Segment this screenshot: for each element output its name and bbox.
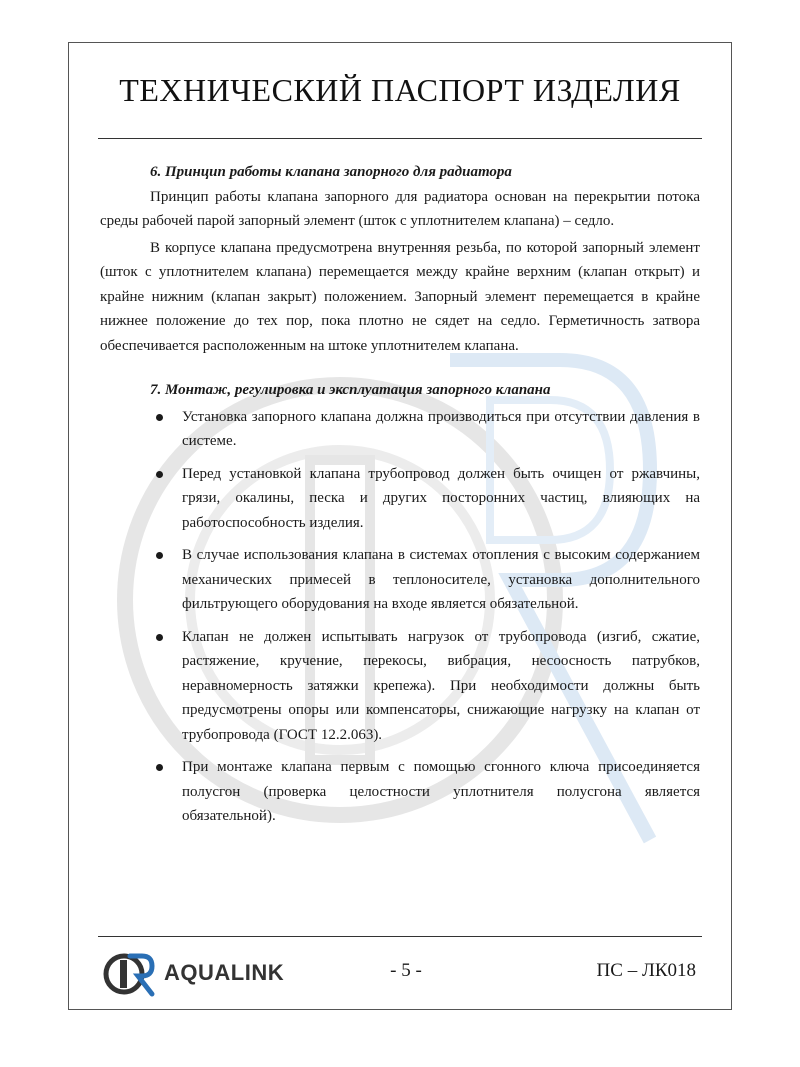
page-title: ТЕХНИЧЕСКИЙ ПАСПОРТ ИЗДЕЛИЯ [119,72,681,108]
list-item [100,625,700,748]
section-7-list [100,405,700,829]
logo-text: AQUALINK [164,960,285,985]
page-number: - 5 - [390,960,422,981]
section-6-heading: 6. Принцип работы клапана запорного для радиатора [150,164,512,180]
document-id: ПС – ЛК018 [596,960,696,981]
section-7-heading: 7. Монтаж, регулировка и эксплуатация запорного клапана [150,382,551,398]
header-divider [98,138,702,139]
section-6-paragraph: Принцип работы клапана запорного для радиатора основан на перекрытии потока среды рабочей парой запорный элемент (шток с уплотнителем клапана) – седло. [100,188,700,229]
list-item-text: Клапан не должен испытывать нагрузок от трубопровода (изгиб, сжатие, растяжение, кручение, перекосы, вибрация, несоосность патрубков, неравномерность затяжки крепежа). При необходимости должны быть предусмотрены опоры или компенсаторы, снижающие нагрузку на клапан от трубопровода (ГОСТ 12.2.063). [182,628,700,743]
bullet-icon [156,552,163,559]
list-item-text: Установка запорного клапана должна производиться при отсутствии давления в системе. [182,408,700,449]
list-item [100,405,700,454]
list-item [100,755,700,829]
section-6-paragraph: В корпусе клапана предусмотрена внутренняя резьба, по которой запорный элемент (шток с уплотнителем клапана) перемещается между крайне верхним (клапан открыт) и крайне нижним (клапан закрыт) положением. Запорный элемент перемещается в крайне нижнее положение до тех пор, пока плотно не сядет на седло. Герметичность затвора обеспечивается расположенным на штоке уплотнителем клапана. [100,239,700,354]
footer-divider [98,936,702,937]
list-item [100,543,700,617]
bullet-icon [156,471,163,478]
page-footer [98,948,702,998]
bullet-icon [156,414,163,421]
bullet-icon [156,764,163,771]
list-item [100,462,700,536]
list-item-text: При монтаже клапана первым с помощью сгонного ключа присоединяется полусгон (проверка целостности уплотнителя полусгона является обязательной). [182,759,700,824]
bullet-icon [156,634,163,641]
list-item-text: Перед установкой клапана трубопровод должен быть очищен от ржавчины, грязи, окалины, песка и других посторонних частиц, влияющих на работоспособность изделия. [182,465,700,531]
aqualink-logo-icon [102,948,158,998]
aqualink-logo [102,948,302,998]
document-body [100,160,700,837]
list-item-text: В случае использования клапана в системах отопления с высоким содержанием механических примесей в теплоносителе, установка дополнительного фильтрующего оборудования на входе является обязательной. [182,547,700,612]
